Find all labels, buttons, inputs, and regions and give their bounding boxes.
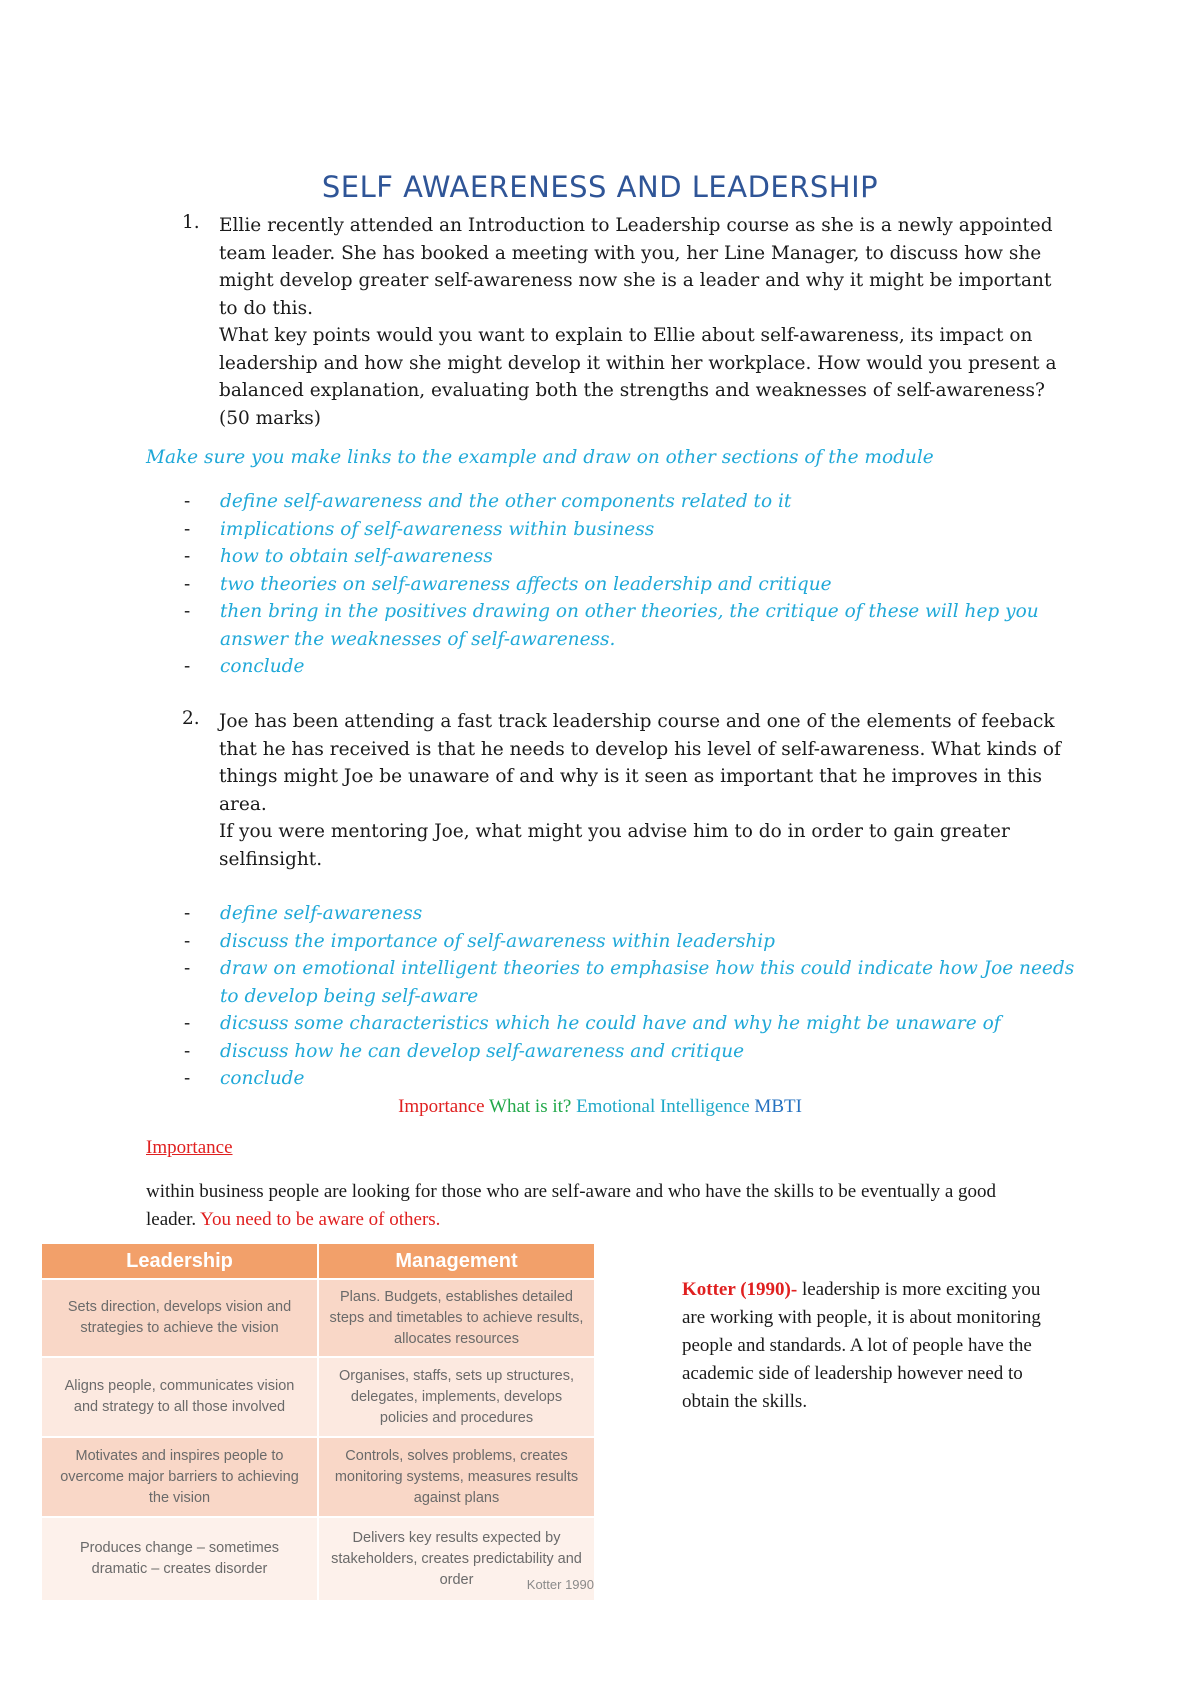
table-cell: Controls, solves problems, creates monitoring systems, measures results against plans [318,1437,594,1517]
header-management: Management [318,1244,594,1279]
table-cell: Plans. Budgets, establishes detailed steps and timetables to achieve results, allocates resources [318,1279,594,1357]
list-item: - define self-awareness [184,900,1084,928]
table-source: Kotter 1990 [526,1577,594,1592]
list-item: - dicsuss some characteristics which he could have and why he might be unaware of [184,1010,1084,1038]
header-leadership: Leadership [42,1244,318,1279]
kotter-citation: Kotter (1990)- [682,1279,798,1300]
table-cell: Aligns people, communicates vision and strategy to all those involved [42,1357,318,1437]
list-item: - define self-awareness and the other components related to it [184,488,1084,516]
table-row [42,1517,594,1600]
table-cell: Sets direction, develops vision and strategies to achieve the vision [42,1279,318,1357]
table-row [42,1279,594,1357]
link-what-is-it[interactable]: What is it? [489,1096,572,1117]
question-2-paragraph-2: If you were mentoring Joe, what might you advise him to do in order to gain greater selfinsight. [219,821,1010,870]
table-row [42,1357,594,1437]
importance-paragraph [146,1178,1026,1234]
list-item: - implications of self-awareness within business [184,516,1084,544]
list-item: - discuss how he can develop self-awareness and critique [184,1038,1084,1066]
table-cell: Delivers key results expected by stakeholders, creates predictability and order [318,1517,594,1600]
question-2-guidance-list [184,900,1084,1093]
section-links [0,1096,1200,1118]
kotter-text: leadership is more exciting you are working with people, it is about monitoring people and standards. A lot of people have the academic side of leadership however need to obtain the skills. [682,1279,1041,1412]
question-1-number: 1. [182,212,200,233]
link-emotional-intelligence[interactable]: Emotional Intelligence [576,1096,750,1117]
table-cell: Produces change – sometimes dramatic – creates disorder [42,1517,318,1600]
list-item: - discuss the importance of self-awareness within leadership [184,928,1084,956]
question-2 [219,708,1069,873]
importance-heading: Importance [146,1137,233,1158]
list-item: - conclude [184,1065,1084,1093]
question-1-paragraph-2: What key points would you want to explain to Ellie about self-awareness, its impact on leadership and how she might develop it within her workplace. How would you present a balanced explanation, evaluating both the strengths and weaknesses of self-awareness? (50 marks) [219,325,1057,429]
question-1 [219,212,1069,432]
importance-emphasis: You need to be aware of others. [200,1209,441,1230]
question-2-paragraph-1: Joe has been attending a fast track leadership course and one of the elements of feeback that he has received is that he needs to develop his level of self-awareness. What kinds of things might Joe be unaware of and why is it seen as important that he improves in this area. [219,711,1061,815]
table-row [42,1437,594,1517]
guidance-note: Make sure you make links to the example and draw on other sections of the module [146,447,934,468]
list-item: - conclude [184,653,1084,681]
link-mbti[interactable]: MBTI [754,1096,802,1117]
question-1-paragraph-1: Ellie recently attended an Introduction to Leadership course as she is a newly appointed team leader. She has booked a meeting with you, her Line Manager, to discuss how she might develop greater self-awareness now she is a leader and why it might be important to do this. [219,215,1053,319]
list-item: - how to obtain self-awareness [184,543,1084,571]
list-item: - two theories on self-awareness affects on leadership and critique [184,571,1084,599]
table-cell: Organises, staffs, sets up structures, delegates, implements, develops policies and procedures [318,1357,594,1437]
page-title: SELF AWAERENESS AND LEADERSHIP [321,170,879,204]
question-1-guidance-list [184,488,1084,681]
list-item: - then bring in the positives drawing on other theories, the critique of these will hep you answer the weaknesses of self-awareness. [184,598,1084,653]
question-2-number: 2. [182,708,200,729]
kotter-note [682,1276,1062,1416]
importance-body: within business people are looking for those who are self-aware and who have the skills to be eventually a good leader. [146,1181,997,1230]
link-importance[interactable]: Importance [398,1096,485,1117]
table-cell: Motivates and inspires people to overcome major barriers to achieving the vision [42,1437,318,1517]
leadership-management-table [42,1244,594,1594]
list-item: - draw on emotional intelligent theories to emphasise how this could indicate how Joe needs to develop being self-aware [184,955,1084,1010]
